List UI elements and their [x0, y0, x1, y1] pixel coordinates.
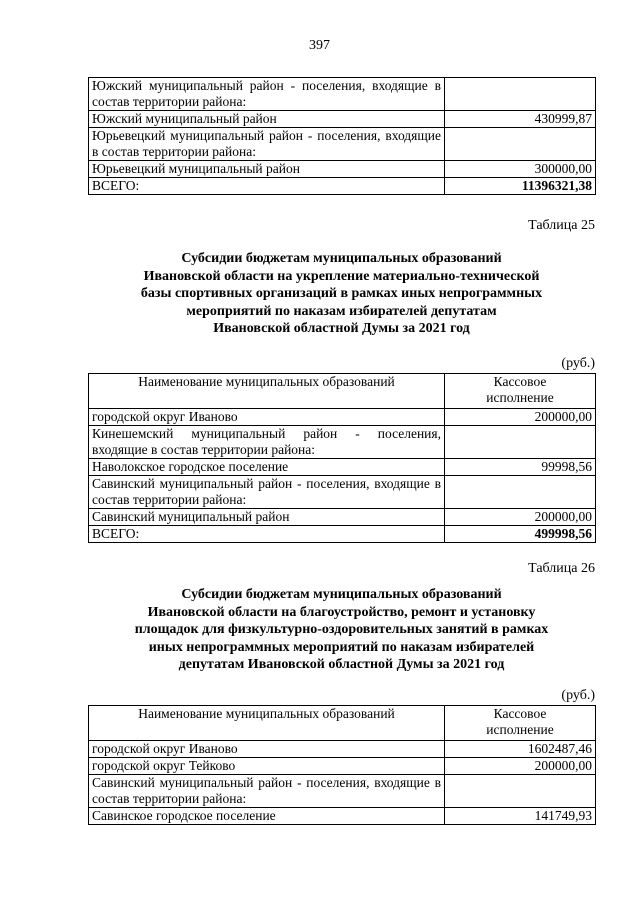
header-value: Кассовое исполнение [445, 706, 596, 741]
table-26-caption: Таблица 26 [528, 561, 595, 576]
row-value: 200000,00 [445, 409, 596, 426]
title-line: Ивановской области на благоустройство, ремонт и установку [147, 604, 536, 620]
row-name: Юрьевецкий муниципальный район [89, 161, 445, 178]
table-row [89, 775, 596, 808]
row-value: 11396321,38 [445, 178, 596, 195]
table-25-caption: Таблица 25 [528, 218, 595, 233]
row-name: Южский муниципальный район - поселения, входящие в состав территории района: [89, 78, 445, 111]
row-value [445, 476, 596, 509]
page-number: 397 [309, 38, 330, 53]
row-name: городской округ Иваново [89, 741, 445, 758]
table-row [89, 476, 596, 509]
row-name: Савинское городское поселение [89, 808, 445, 825]
table-26-title [88, 586, 595, 674]
row-value [445, 775, 596, 808]
row-name: Савинский муниципальный район - поселения, входящие в состав территории района: [89, 775, 445, 808]
table-row [89, 526, 596, 543]
row-value [445, 426, 596, 459]
table-row [89, 459, 596, 476]
row-value: 141749,93 [445, 808, 596, 825]
table-row [89, 758, 596, 775]
table-row [89, 509, 596, 526]
row-name: городской округ Иваново [89, 409, 445, 426]
table-row [89, 111, 596, 128]
row-name: Южский муниципальный район [89, 111, 445, 128]
row-name: ВСЕГО: [89, 178, 445, 195]
title-line: площадок для физкультурно-оздоровительных занятий в рамках [134, 622, 549, 637]
row-value: 99998,56 [445, 459, 596, 476]
row-value: 499998,56 [445, 526, 596, 543]
table-26-unit: (руб.) [561, 688, 595, 703]
title-line: депутатам Ивановской областной Думы за 2021 год [178, 657, 505, 672]
table-25-title [88, 250, 595, 338]
top-table [88, 77, 596, 195]
title-line: Ивановской области на укрепление материально-технической [143, 268, 540, 284]
header-name: Наименование муниципальных образований [89, 706, 445, 741]
table-row [89, 409, 596, 426]
title-line: Субсидии бюджетам муниципальных образований [181, 251, 502, 266]
row-name: Савинский муниципальный район [89, 509, 445, 526]
title-line: иных непрограммных мероприятий по наказам избирателей [148, 639, 535, 655]
table-row [89, 808, 596, 825]
row-value [445, 78, 596, 111]
row-name: городской округ Тейково [89, 758, 445, 775]
row-name: Кинешемский муниципальный район - поселения, входящие в состав территории района: [89, 426, 445, 459]
table-header-row [89, 374, 596, 409]
table-25 [88, 373, 596, 543]
table-row [89, 426, 596, 459]
title-line: Субсидии бюджетам муниципальных образований [181, 587, 502, 602]
header-value: Кассовое исполнение [445, 374, 596, 409]
row-value: 1602487,46 [445, 741, 596, 758]
title-line: Ивановской областной Думы за 2021 год [213, 321, 470, 336]
table-row [89, 78, 596, 111]
table-row [89, 161, 596, 178]
row-value: 430999,87 [445, 111, 596, 128]
row-name: Наволокское городское поселение [89, 459, 445, 476]
table-row [89, 178, 596, 195]
table-row [89, 741, 596, 758]
table-25-unit: (руб.) [561, 356, 595, 371]
title-line: базы спортивных организаций в рамках иных непрограммных [140, 286, 543, 301]
table-row [89, 128, 596, 161]
row-value: 300000,00 [445, 161, 596, 178]
header-name: Наименование муниципальных образований [89, 374, 445, 409]
row-name: Савинский муниципальный район - поселения, входящие в состав территории района: [89, 476, 445, 509]
row-value: 200000,00 [445, 509, 596, 526]
table-header-row [89, 706, 596, 741]
row-value: 200000,00 [445, 758, 596, 775]
title-line: мероприятий по наказам избирателей депутатам [186, 303, 497, 319]
row-name: ВСЕГО: [89, 526, 445, 543]
table-26 [88, 705, 596, 825]
row-value [445, 128, 596, 161]
row-name: Юрьевецкий муниципальный район - поселения, входящие в состав территории района: [89, 128, 445, 161]
